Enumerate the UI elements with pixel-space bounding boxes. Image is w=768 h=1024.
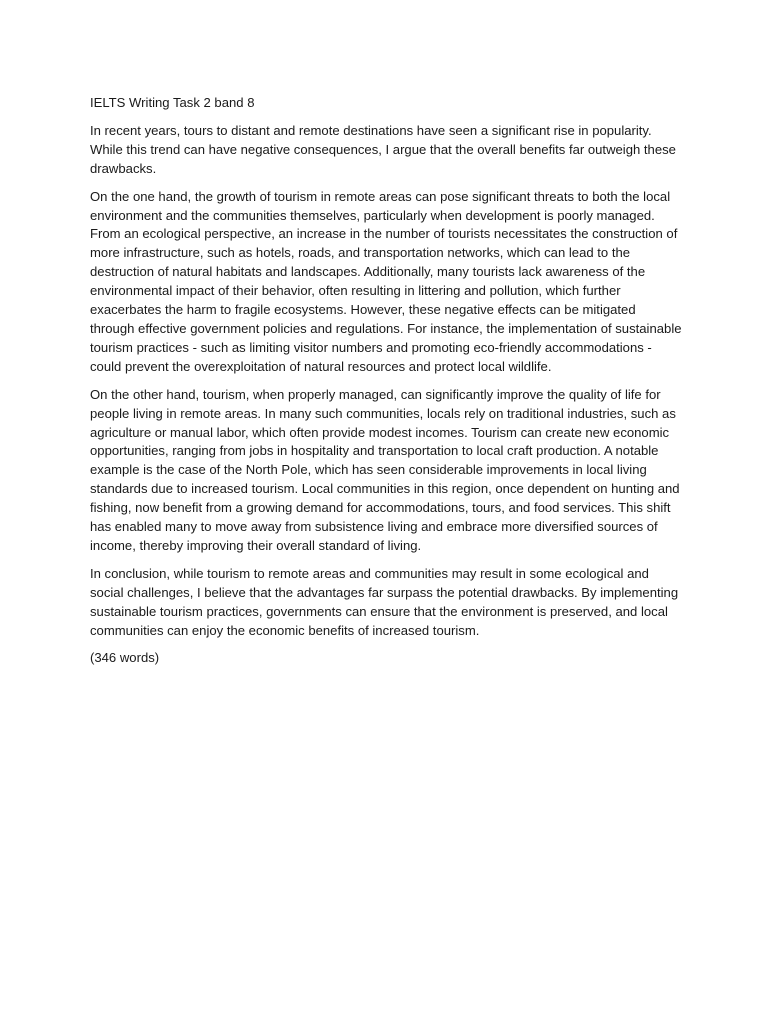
paragraph-positive-effects: On the other hand, tourism, when properly managed, can significantly improve the quality of life for people living in remote areas. In many such communities, locals rely on traditional industries, such as agriculture or manual labor, which often provide modest incomes. Tourism can create new economic opportunities, ranging from jobs in hospitality and transportation to local craft production. A notable example is the case of the North Pole, which has seen considerable improvements in local living standards due to increased tourism. Local communities in this region, once dependent on hunting and fishing, now benefit from a growing demand for accommodations, tours, and food services. This shift has enabled many to move away from subsistence living and embrace more diversified sources of income, thereby improving their overall standard of living. xyxy=(90,386,680,553)
document-title: IELTS Writing Task 2 band 8 xyxy=(90,95,255,110)
paragraph-conclusion: In conclusion, while tourism to remote areas and communities may result in some ecological and social challenges, I believe that the advantages far surpass the potential drawbacks. By implementing sustainable tourism practices, governments can ensure that the environment is preserved, and local communities can enjoy the economic benefits of increased tourism. xyxy=(90,565,679,638)
document-page xyxy=(90,94,682,677)
paragraph-introduction: In recent years, tours to distant and remote destinations have seen a significant rise in popularity. While this trend can have negative consequences, I argue that the overall benefits far outweigh these drawbacks. xyxy=(90,122,676,176)
word-count: (346 words) xyxy=(90,650,160,666)
paragraph-negative-effects: On the one hand, the growth of tourism in remote areas can pose significant threats to both the local environment and the communities themselves, particularly when development is poorly managed. From an ecological perspective, an increase in the number of tourists necessitates the construction of more infrastructure, such as hotels, roads, and transportation networks, which can lead to the destruction of natural habitats and landscapes. Additionally, many tourists lack awareness of the environmental impact of their behavior, often resulting in littering and pollution, which further exacerbates the harm to fragile ecosystems. However, these negative effects can be mitigated through effective government policies and regulations. For instance, the implementation of sustainable tourism practices - such as limiting visitor numbers and promoting eco-friendly accommodations - could prevent the overexploitation of natural resources and protect local wildlife. xyxy=(90,188,682,374)
